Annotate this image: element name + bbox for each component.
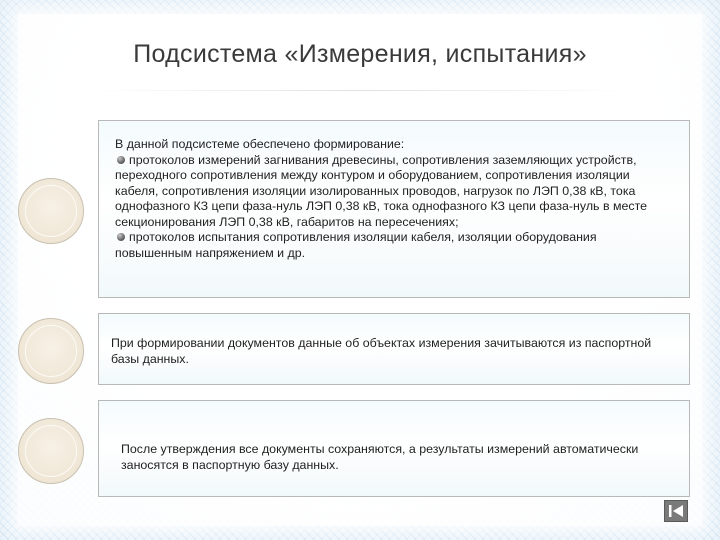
bullet-icon <box>117 233 125 241</box>
info-box-formation <box>98 120 690 298</box>
bullet-text: протоколов испытания сопротивления изоляции кабеля, изоляции оборудования повышенным напряжением и др. <box>115 230 597 260</box>
bullet-text: протоколов измерений загнивания древесины, сопротивления заземляющих устройств, переходного сопротивления между контуром и оборудованием, сопротивления изоляции кабеля, сопротивления изоляции изолированных проводов, нагрузок по ЛЭП 0,38 кВ, тока однофазного КЗ цепи фаза-нуль ЛЭП 0,38 кВ, тока однофазного КЗ цепи фаза-нуль в месте секционирования ЛЭП 0,38 кВ, габаритов на пересечениях; <box>115 152 648 229</box>
decorative-circle <box>18 418 84 484</box>
bullet-icon <box>117 156 125 164</box>
box3-text: После утверждения все документы сохраняются, а результаты измерений автоматически заносятся в паспортную базу данных. <box>121 442 639 472</box>
bullet-item-test-protocols <box>115 230 667 261</box>
box1-intro: В данной подсистеме обеспечено формирование: <box>115 137 405 151</box>
slide-title: Подсистема «Измерения, испытания» <box>133 40 587 68</box>
box2-text: При формировании документов данные об объектах измерения зачитываются из паспортной базы данных. <box>111 336 652 366</box>
skip-back-icon <box>665 501 687 521</box>
info-box-saving <box>98 400 690 497</box>
info-box-data-loading <box>98 313 690 385</box>
bullet-item-measurement-protocols <box>115 153 667 231</box>
title-divider <box>90 90 630 91</box>
decorative-circle <box>18 178 84 244</box>
skip-back-button[interactable] <box>664 500 688 522</box>
decorative-circle <box>18 318 84 384</box>
